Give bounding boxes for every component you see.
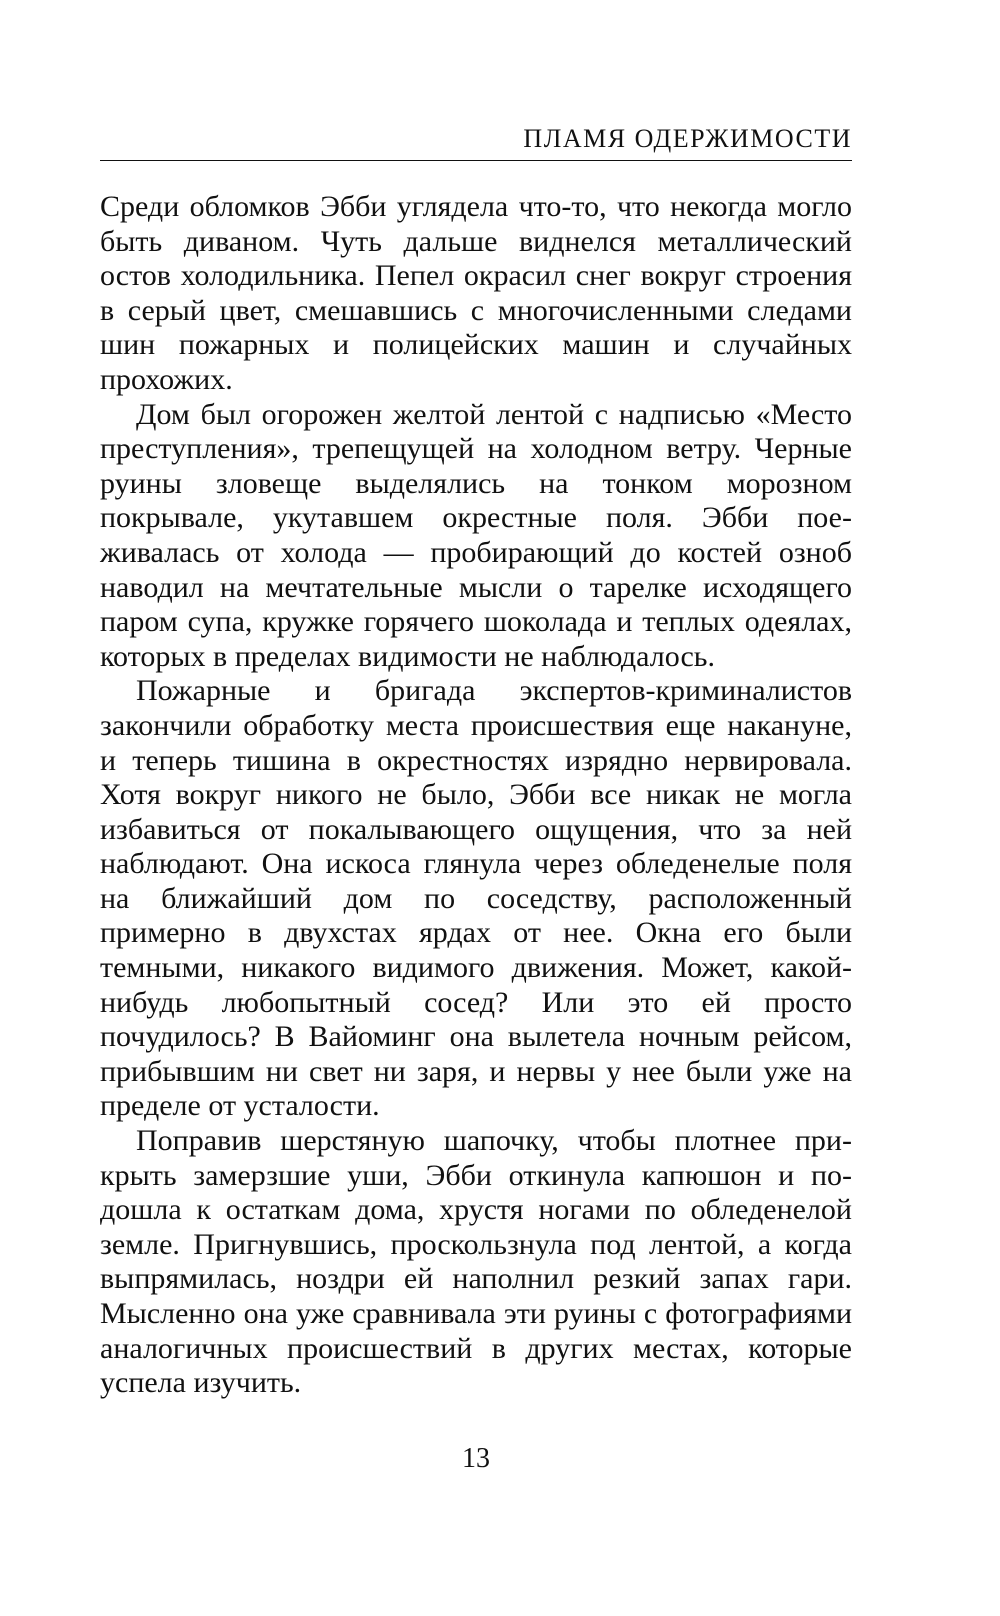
running-header [100, 124, 852, 161]
paragraph-4: Поправив шерстяную шапочку, чтобы плотнее прикрыть замерзшие уши, Эбби откинула капюшон и подошла к остаткам дома, хрустя ногами по обледенелой земле. Пригнувшись, проскользнула под лентой, а когда выпрямилась, ноздри ей наполнил резкий запах гари. Мысленно она уже сравнивала эти руины с фотографиями аналогичных происшествий в других местах, которые успела изучить. [100, 1124, 852, 1400]
paragraph-2: Дом был огорожен желтой лентой с надписью «Место преступления», трепещущей на холодном ветру. Черные руины зловеще выделялись на тонком морозном покрывале, укутавшем окрестные поля. Эбби поеживалась от холода — пробирающий до костей озноб наводил на мечтательные мысли о тарелке исходящего паром супа, кружке горячего шоколада и теплых одеялах, которых в пределах видимости не наблюдалось. [100, 397, 852, 673]
body-text [100, 190, 852, 1401]
paragraph-3: Пожарные и бригада экспертов-криминалистов закончили обработку места происшествия еще накануне, и теперь тишина в окрестностях изрядно нервировала. Хотя вокруг никого не было, Эбби все никак не могла избавиться от покалывающего ощущения, что за ней наблюдают. Она искоса глянула через обледенелые поля на ближайший дом по соседству, расположенный примерно в двухстах ярдах от нее. Окна его были темными, никакого видимого движения. Может, какой-нибудь любопытный сосед? Или это ей просто почудилось? В Вайоминг она вылетела ночным рейсом, прибывшим ни свет ни заря, и нервы у нее были уже на пределе от усталости. [100, 674, 852, 1123]
running-title: ПЛАМЯ ОДЕРЖИМОСТИ [523, 124, 852, 153]
page-number: 13 [462, 1443, 490, 1474]
paragraph-1: Среди обломков Эбби углядела что-то, что некогда могло быть диваном. Чуть дальше виднелся металлический остов холодильника. Пепел окрасил снег вокруг строения в серый цвет, смешавшись с многочисленными следами шин пожарных и полицейских машин и случайных прохожих. [100, 190, 852, 396]
